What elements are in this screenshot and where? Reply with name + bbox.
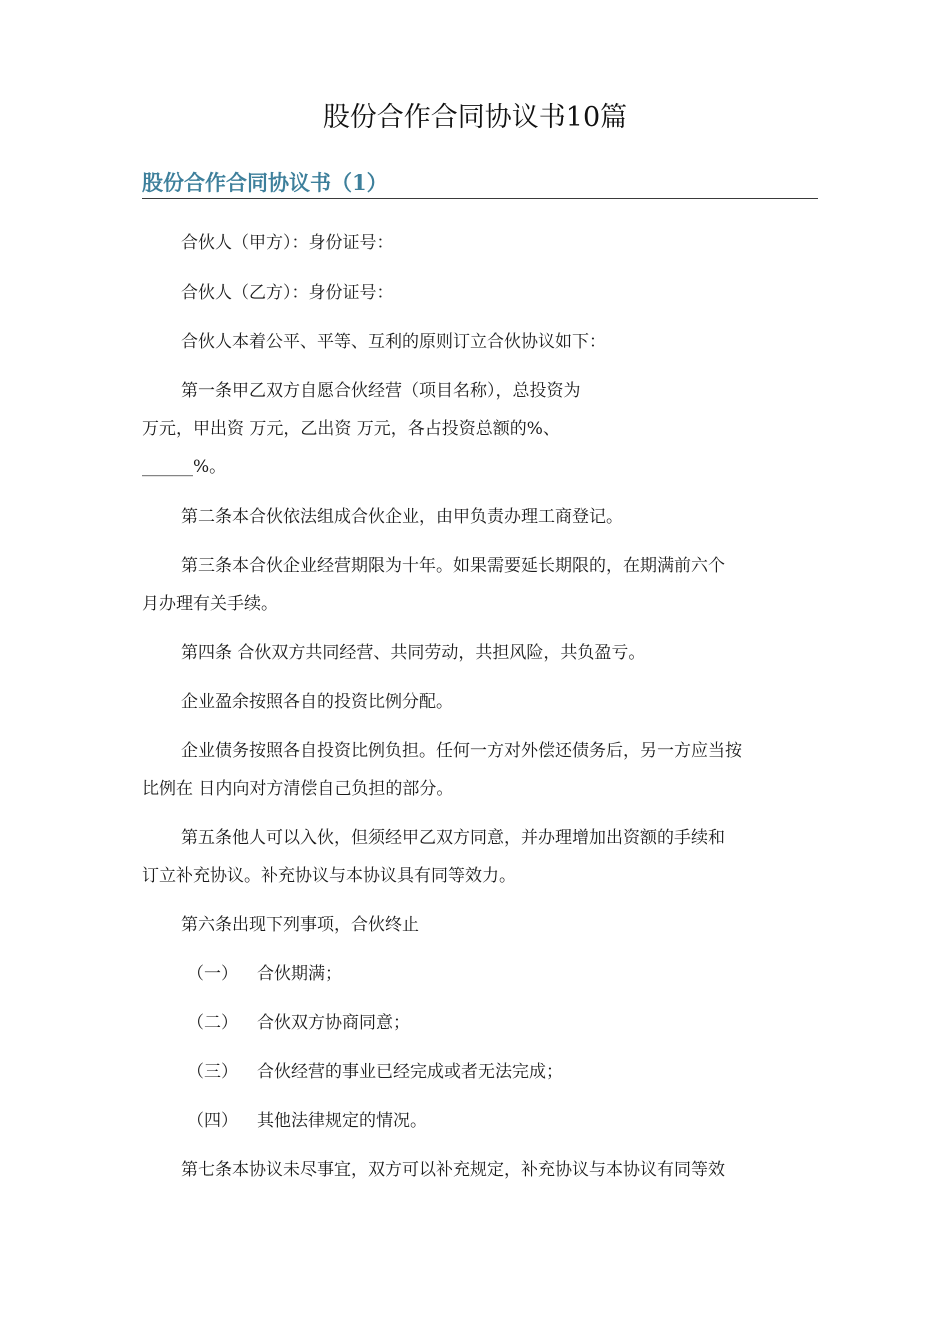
article-2: 第二条本合伙依法组成合伙企业，由甲负责办理工商登记。	[181, 507, 623, 527]
termination-item-text: 合伙双方协商同意；	[257, 1013, 410, 1033]
article-5-line-2: 订立补充协议。补充协议与本协议具有同等效力。	[142, 866, 516, 886]
profit-distribution: 企业盈余按照各自的投资比例分配。	[181, 692, 453, 712]
paragraph-principle: 合伙人本着公平、平等、互利的原则订立合伙协议如下：	[181, 332, 606, 352]
article-1-line-2: 万元，甲出资 万元，乙出资 万元，各占投资总额的%、	[142, 419, 560, 439]
article-3-line-1: 第三条本合伙企业经营期限为十年。如果需要延长期限的，在期满前六个	[181, 556, 725, 576]
termination-item-number: （二）	[187, 1013, 238, 1033]
section-heading: 股份合作合同协议书（1）	[142, 170, 818, 199]
article-7-line-1: 第七条本协议未尽事宜，双方可以补充规定，补充协议与本协议有同等效	[181, 1160, 725, 1180]
article-3-line-2: 月办理有关手续。	[142, 594, 278, 614]
article-1-line-3: ______%。	[142, 457, 227, 477]
article-4: 第四条 合伙双方共同经营、共同劳动，共担风险，共负盈亏。	[181, 643, 646, 663]
article-6: 第六条出现下列事项，合伙终止	[181, 915, 419, 935]
article-5-line-1: 第五条他人可以入伙，但须经甲乙双方同意，并办理增加出资额的手续和	[181, 828, 725, 848]
termination-item-text: 合伙期满；	[257, 964, 342, 984]
termination-item-number: （四）	[187, 1111, 238, 1131]
paragraph-party-b: 合伙人（乙方）：身份证号：	[181, 283, 394, 303]
termination-item-text: 其他法律规定的情况。	[257, 1111, 427, 1131]
termination-item-text: 合伙经营的事业已经完成或者无法完成；	[257, 1062, 563, 1082]
paragraph-party-a: 合伙人（甲方）：身份证号：	[181, 233, 394, 253]
document-title: 股份合作合同协议书10篇	[322, 102, 628, 133]
article-1-line-1: 第一条甲乙双方自愿合伙经营（项目名称），总投资为	[181, 381, 581, 401]
debt-line-2: 比例在 日内向对方清偿自己负担的部分。	[142, 779, 454, 799]
termination-item-number: （一）	[187, 964, 238, 984]
debt-line-1: 企业债务按照各自投资比例负担。任何一方对外偿还债务后，另一方应当按	[181, 741, 742, 761]
termination-item-number: （三）	[187, 1062, 238, 1082]
